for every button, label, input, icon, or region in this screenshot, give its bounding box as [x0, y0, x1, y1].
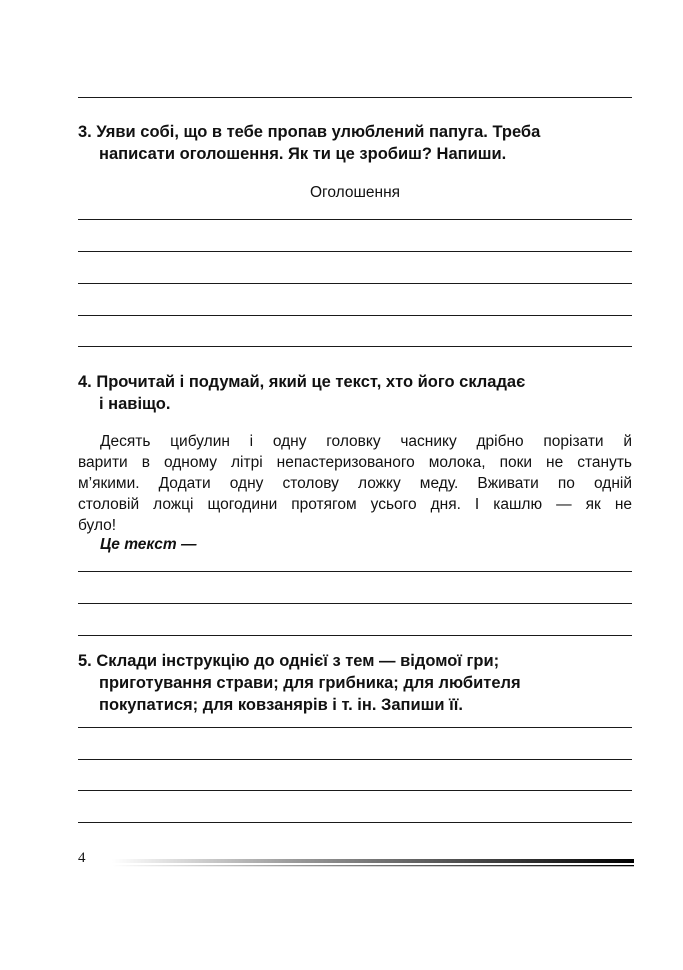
task-3-line-1: 3. Уяви собі, що в тебе пропав улюблений папуга. Треба	[78, 123, 541, 141]
answer-line[interactable]	[78, 219, 632, 220]
recipe-text-line: столовій ложці щогодини протягом усього дня. І кашлю — як не	[78, 496, 632, 513]
answer-line[interactable]	[78, 790, 632, 791]
answer-line	[78, 97, 632, 98]
task-5-prompt	[78, 650, 638, 716]
answer-line[interactable]	[78, 603, 632, 604]
announcement-heading: Оголошення	[309, 184, 401, 201]
task-5-line-3: покупатися; для ковзанярів і т. ін. Запиши її.	[99, 696, 463, 714]
answer-line[interactable]	[78, 315, 632, 316]
recipe-text-line: Десять цибулин і одну головку часнику дрібно порізати й	[100, 433, 632, 450]
recipe-text-line: було!	[78, 517, 117, 534]
recipe-text	[78, 431, 632, 536]
recipe-text-line: варити в одному літрі непастеризованого молока, поки не стануть	[78, 454, 632, 471]
answer-line[interactable]	[78, 283, 632, 284]
answer-line[interactable]	[78, 251, 632, 252]
answer-line[interactable]	[78, 822, 632, 823]
answer-line[interactable]	[78, 727, 632, 728]
task-3-prompt	[78, 121, 638, 165]
recipe-text-line: м’якими. Додати одну столову ложку меду. Вживати по одній	[78, 475, 632, 492]
answer-label: Це текст —	[100, 536, 197, 553]
answer-line[interactable]	[78, 346, 632, 347]
task-5-line-1: 5. Склади інструкцію до однієї з тем — відомої гри;	[78, 652, 500, 670]
answer-line[interactable]	[78, 635, 632, 636]
footer-decorative-bar	[112, 858, 634, 868]
answer-line[interactable]	[78, 759, 632, 760]
page-number: 4	[78, 850, 86, 866]
task-4-line-2: і навіщо.	[99, 395, 171, 413]
task-4-prompt	[78, 371, 638, 415]
task-3-line-2: написати оголошення. Як ти це зробиш? Напиши.	[99, 145, 507, 163]
task-4-line-1: 4. Прочитай і подумай, який це текст, хто його складає	[78, 373, 526, 391]
answer-line[interactable]	[78, 571, 632, 572]
task-5-line-2: приготування страви; для грибника; для любителя	[99, 674, 521, 692]
